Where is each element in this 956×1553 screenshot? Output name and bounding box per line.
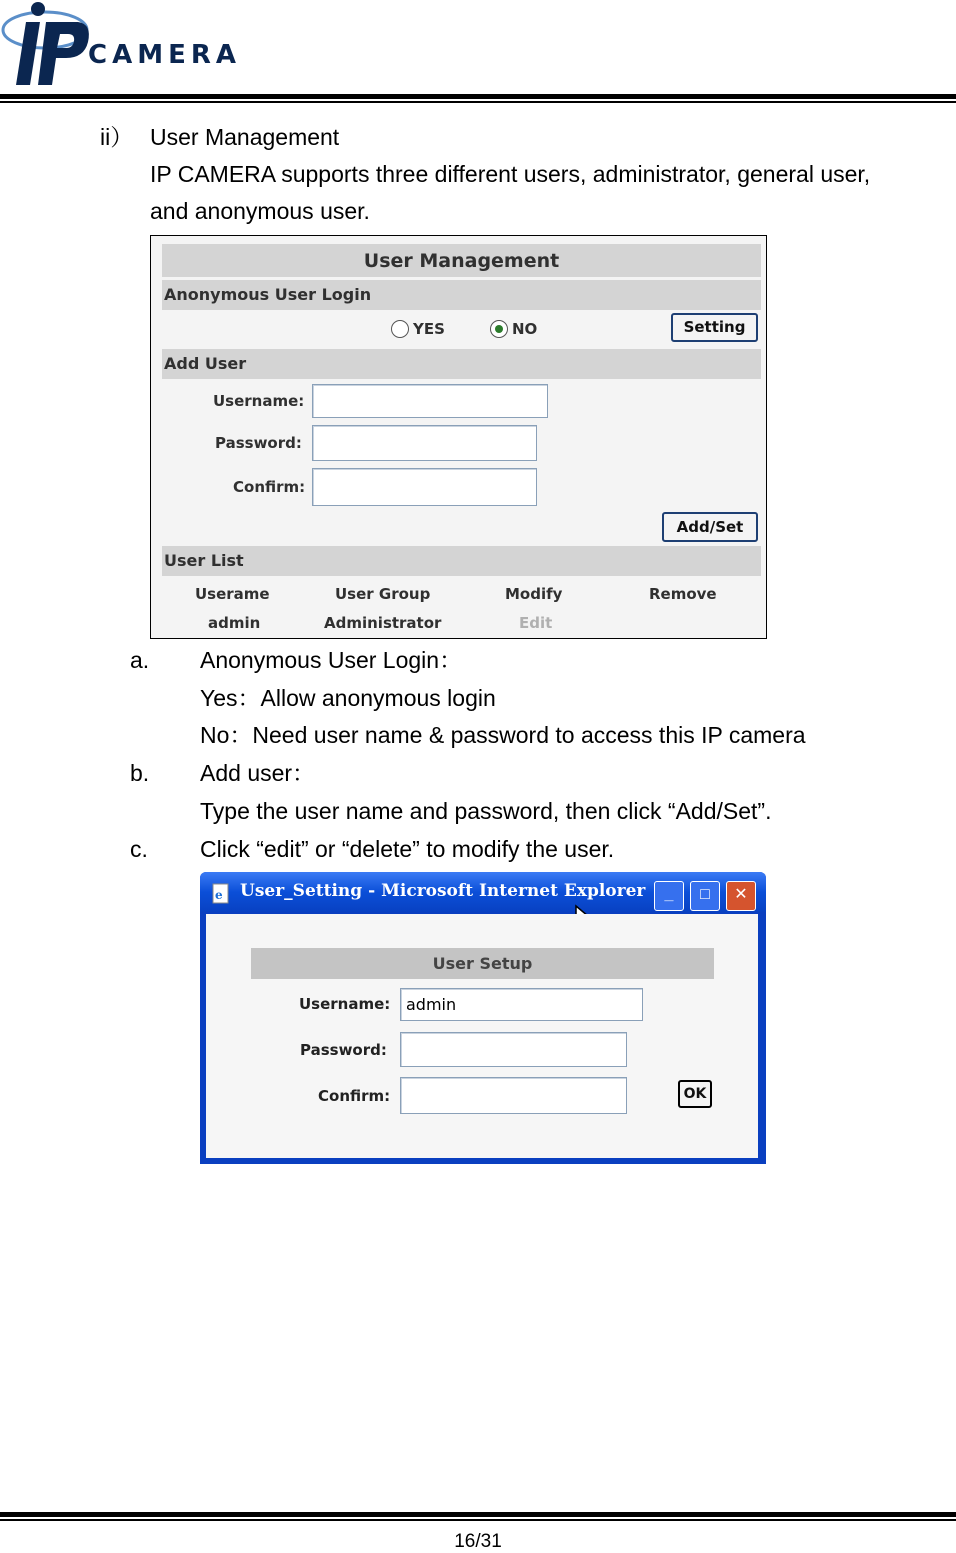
item-a-no: No：Need user name & password to access this IP camera — [200, 722, 806, 748]
item-b-desc: Type the user name and password, then click “Add/Set”. — [200, 798, 772, 824]
setup-password-label: Password: — [300, 1041, 387, 1059]
item-a-yes: Yes：Allow anonymous login — [200, 685, 496, 711]
row-group: Administrator — [324, 614, 442, 632]
radio-no-label: NO — [512, 320, 538, 338]
confirm-label: Confirm: — [233, 478, 306, 496]
row-username: admin — [208, 614, 261, 632]
panel-title: User Management — [363, 250, 560, 272]
username-input[interactable] — [312, 384, 548, 418]
window-client-area — [206, 914, 758, 1158]
svg-text:e: e — [215, 888, 223, 902]
page-number: 16/31 — [454, 1531, 502, 1552]
item-c-marker: c. — [130, 836, 148, 862]
intro-line-2: and anonymous user. — [150, 198, 370, 224]
radio-selected-dot — [495, 325, 503, 333]
add-user-section-label: Add User — [164, 354, 247, 373]
username-label: Username: — [213, 392, 305, 410]
column-header-remove: Remove — [649, 585, 717, 603]
setup-password-input[interactable] — [400, 1032, 627, 1067]
add-user-section-bar — [162, 349, 761, 379]
header-rule — [0, 94, 956, 99]
intro-line-1: IP CAMERA supports three different users, administrator, general user, — [150, 161, 871, 187]
section-marker: ii） — [100, 124, 134, 150]
item-c-desc: Click “edit” or “delete” to modify the user. — [200, 836, 615, 862]
anonymous-section-label: Anonymous User Login — [164, 285, 372, 304]
logo-text: CAMERA — [88, 40, 241, 70]
item-b-marker: b. — [130, 760, 150, 786]
maximize-icon[interactable]: □ — [690, 881, 720, 911]
user-setting-window-screenshot — [200, 872, 766, 1164]
panel-title-bar — [162, 244, 761, 277]
user-list-section-bar — [162, 546, 761, 576]
footer-rule-thin — [0, 1519, 956, 1521]
user-setup-title: User Setup — [432, 954, 533, 973]
password-label: Password: — [215, 434, 302, 452]
column-header-username: Userame — [195, 585, 270, 603]
close-icon[interactable]: ✕ — [726, 881, 756, 911]
ie-page-icon — [210, 883, 232, 905]
setup-confirm-label: Confirm: — [318, 1087, 391, 1105]
ok-button[interactable]: OK — [678, 1080, 712, 1108]
column-header-modify: Modify — [505, 585, 563, 603]
setup-username-label: Username: — [299, 995, 391, 1013]
user-setup-title-bar — [251, 948, 714, 979]
user-list-section-label: User List — [164, 551, 244, 570]
radio-yes[interactable] — [391, 320, 409, 338]
confirm-input[interactable] — [312, 468, 537, 506]
item-b-title: Add user： — [200, 760, 316, 786]
setup-username-value: admin — [406, 995, 457, 1014]
anonymous-section-bar — [162, 280, 761, 310]
setting-button[interactable]: Setting — [671, 313, 758, 342]
item-a-title: Anonymous User Login： — [200, 647, 463, 673]
user-management-screenshot — [150, 235, 767, 639]
row-edit-link[interactable]: Edit — [519, 614, 553, 632]
radio-no[interactable] — [490, 320, 508, 338]
setup-confirm-input[interactable] — [400, 1077, 627, 1114]
section-title: User Management — [150, 124, 340, 150]
footer-rule — [0, 1512, 956, 1517]
item-a-marker: a. — [130, 647, 150, 673]
setup-username-input[interactable] — [400, 988, 643, 1021]
minimize-icon[interactable]: _ — [654, 881, 684, 911]
window-title: User_Setting - Microsoft Internet Explorer — [240, 881, 646, 901]
radio-yes-label: YES — [413, 320, 445, 338]
password-input[interactable] — [312, 425, 537, 461]
column-header-group: User Group — [335, 585, 431, 603]
add-set-button[interactable]: Add/Set — [662, 512, 758, 542]
header-rule-thin — [0, 101, 956, 103]
